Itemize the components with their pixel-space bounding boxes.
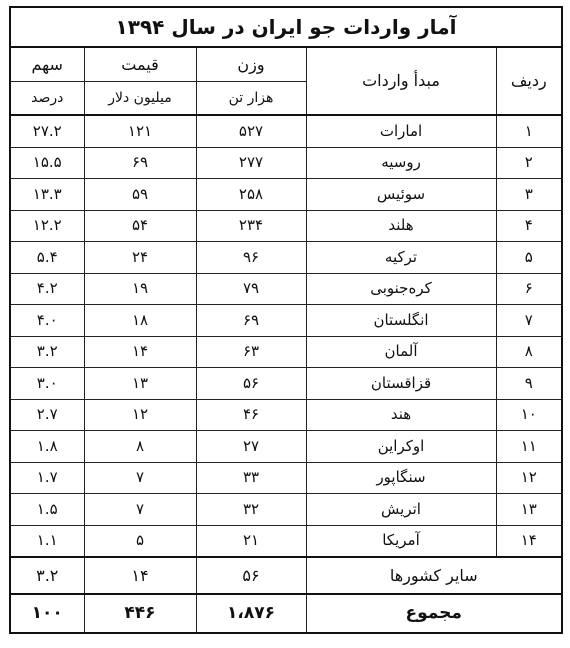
cell-share: ۱.۷ — [10, 462, 84, 494]
header-price: قیمت — [84, 47, 196, 82]
cell-rank: ۷ — [496, 305, 562, 337]
cell-rank: ۱۰ — [496, 399, 562, 431]
total-weight: ۱،۸۷۶ — [196, 594, 306, 633]
cell-share: ۵.۴ — [10, 242, 84, 274]
header-origin: مبدأ واردات — [306, 47, 496, 115]
cell-weight: ۲۷۷ — [196, 147, 306, 179]
cell-rank: ۱۱ — [496, 431, 562, 463]
cell-price: ۱۸ — [84, 305, 196, 337]
cell-weight: ۲۱ — [196, 525, 306, 557]
cell-price: ۵ — [84, 525, 196, 557]
cell-country: سنگاپور — [306, 462, 496, 494]
cell-weight: ۵۲۷ — [196, 115, 306, 147]
table-row — [10, 210, 562, 242]
cell-country: هلند — [306, 210, 496, 242]
cell-share: ۳.۲ — [10, 336, 84, 368]
cell-share: ۱۵.۵ — [10, 147, 84, 179]
others-row — [10, 557, 562, 594]
cell-weight: ۶۹ — [196, 305, 306, 337]
total-share: ۱۰۰ — [10, 594, 84, 633]
cell-rank: ۸ — [496, 336, 562, 368]
table-row — [10, 431, 562, 463]
header-share: سهم — [10, 47, 84, 82]
cell-country: روسیه — [306, 147, 496, 179]
cell-price: ۸ — [84, 431, 196, 463]
others-label: سایر کشورها — [306, 557, 562, 594]
cell-price: ۱۳ — [84, 368, 196, 400]
others-weight: ۵۶ — [196, 557, 306, 594]
cell-rank: ۲ — [496, 147, 562, 179]
cell-share: ۲.۷ — [10, 399, 84, 431]
cell-weight: ۷۹ — [196, 273, 306, 305]
table-row — [10, 147, 562, 179]
cell-price: ۲۴ — [84, 242, 196, 274]
cell-country: امارات — [306, 115, 496, 147]
cell-rank: ۶ — [496, 273, 562, 305]
cell-rank: ۴ — [496, 210, 562, 242]
table-row — [10, 115, 562, 147]
cell-rank: ۱۲ — [496, 462, 562, 494]
total-price: ۴۴۶ — [84, 594, 196, 633]
cell-rank: ۱ — [496, 115, 562, 147]
table-row — [10, 494, 562, 526]
cell-rank: ۱۳ — [496, 494, 562, 526]
header-weight: وزن — [196, 47, 306, 82]
others-price: ۱۴ — [84, 557, 196, 594]
cell-weight: ۶۳ — [196, 336, 306, 368]
cell-country: آمریکا — [306, 525, 496, 557]
cell-price: ۱۲ — [84, 399, 196, 431]
cell-share: ۴.۰ — [10, 305, 84, 337]
barley-import-table — [9, 6, 563, 634]
cell-price: ۱۲۱ — [84, 115, 196, 147]
cell-weight: ۴۶ — [196, 399, 306, 431]
import-table-frame — [9, 6, 561, 640]
cell-share: ۱.۸ — [10, 431, 84, 463]
table-row — [10, 336, 562, 368]
cell-share: ۴.۲ — [10, 273, 84, 305]
table-row — [10, 399, 562, 431]
cell-price: ۵۹ — [84, 179, 196, 211]
header-row — [10, 47, 562, 82]
cell-weight: ۳۲ — [196, 494, 306, 526]
cell-country: سوئیس — [306, 179, 496, 211]
cell-price: ۷ — [84, 494, 196, 526]
cell-price: ۱۴ — [84, 336, 196, 368]
cell-weight: ۹۶ — [196, 242, 306, 274]
cell-share: ۲۷.۲ — [10, 115, 84, 147]
cell-weight: ۲۷ — [196, 431, 306, 463]
cell-price: ۱۹ — [84, 273, 196, 305]
table-row — [10, 368, 562, 400]
cell-weight: ۵۶ — [196, 368, 306, 400]
cell-country: کره‌جنوبی — [306, 273, 496, 305]
others-share: ۳.۲ — [10, 557, 84, 594]
table-row — [10, 242, 562, 274]
cell-weight: ۲۵۸ — [196, 179, 306, 211]
cell-share: ۱۳.۳ — [10, 179, 84, 211]
header-weight-unit: هزار تن — [196, 82, 306, 116]
cell-country: قزاقستان — [306, 368, 496, 400]
cell-share: ۳.۰ — [10, 368, 84, 400]
cell-country: ترکیه — [306, 242, 496, 274]
table-row — [10, 525, 562, 557]
cell-rank: ۹ — [496, 368, 562, 400]
table-row — [10, 305, 562, 337]
cell-weight: ۲۳۴ — [196, 210, 306, 242]
title-row — [10, 7, 562, 47]
table-row — [10, 273, 562, 305]
header-price-unit: میلیون دلار — [84, 82, 196, 116]
cell-country: اتریش — [306, 494, 496, 526]
cell-country: انگلستان — [306, 305, 496, 337]
cell-price: ۷ — [84, 462, 196, 494]
cell-price: ۵۴ — [84, 210, 196, 242]
cell-weight: ۳۳ — [196, 462, 306, 494]
header-share-unit: درصد — [10, 82, 84, 116]
cell-rank: ۱۴ — [496, 525, 562, 557]
table-row — [10, 179, 562, 211]
table-row — [10, 462, 562, 494]
cell-country: هند — [306, 399, 496, 431]
cell-share: ۱.۵ — [10, 494, 84, 526]
total-label: مجموع — [306, 594, 562, 633]
cell-rank: ۵ — [496, 242, 562, 274]
cell-rank: ۳ — [496, 179, 562, 211]
cell-share: ۱.۱ — [10, 525, 84, 557]
cell-price: ۶۹ — [84, 147, 196, 179]
header-row-number: ردیف — [496, 47, 562, 115]
cell-country: اوکراین — [306, 431, 496, 463]
cell-share: ۱۲.۲ — [10, 210, 84, 242]
cell-country: آلمان — [306, 336, 496, 368]
table-title: آمار واردات جو ایران در سال ۱۳۹۴ — [10, 7, 562, 47]
total-row — [10, 594, 562, 633]
